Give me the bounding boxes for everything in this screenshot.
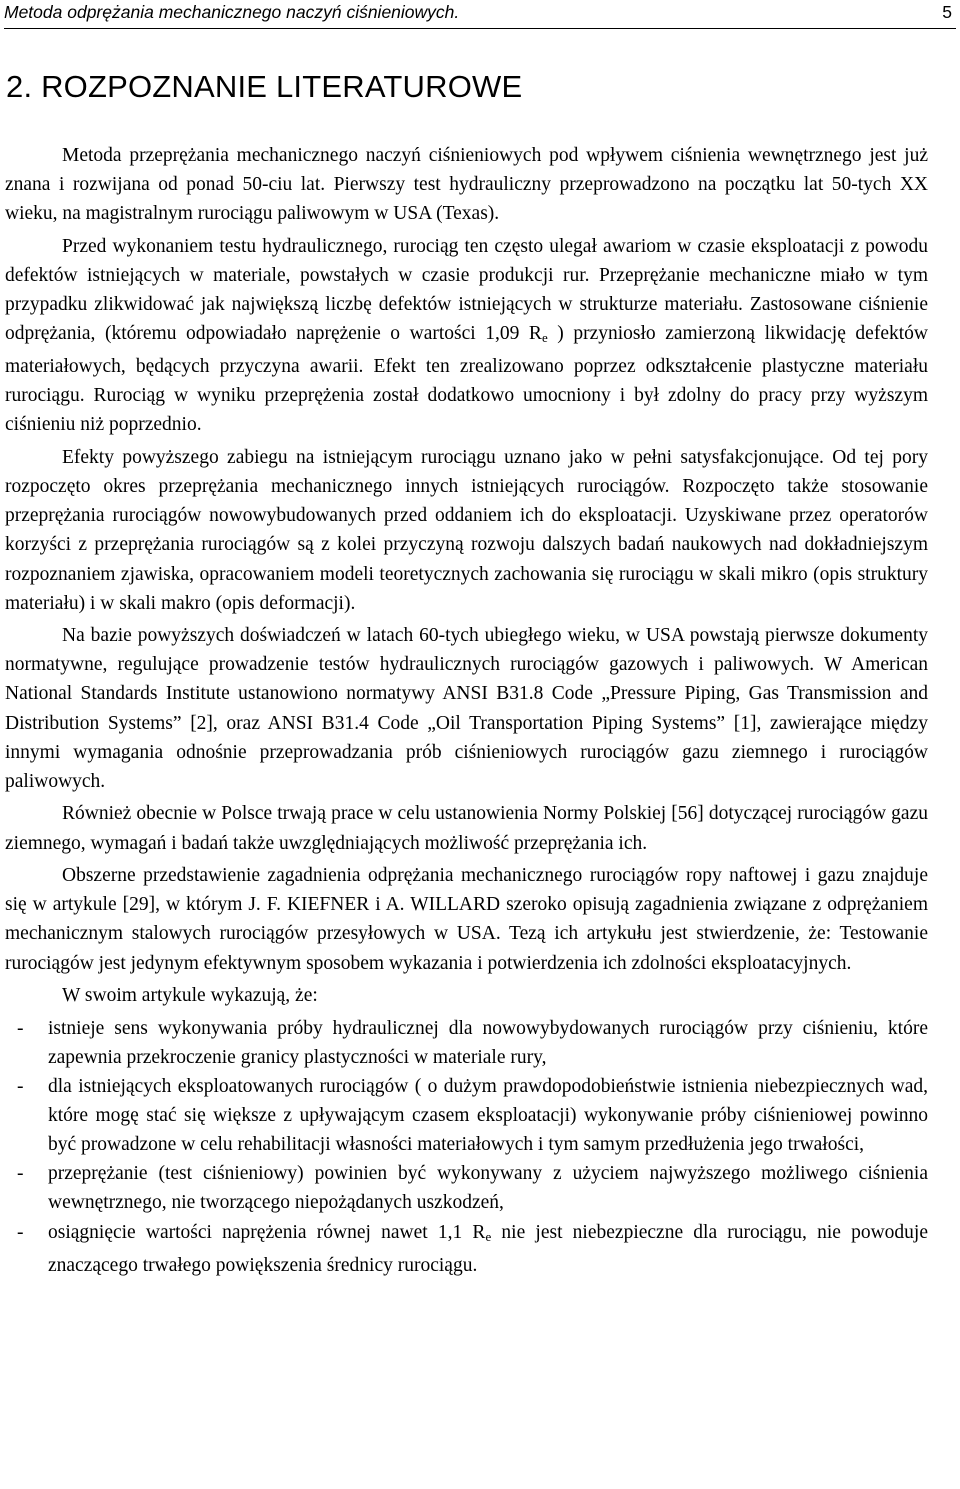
subscript-e: e bbox=[485, 1228, 492, 1244]
list-item bbox=[5, 1159, 928, 1217]
paragraph-5: Również obecnie w Polsce trwają prace w celu ustanowienia Normy Polskiej [56] dotyczącej rurociągów gazu ziemnego, wymagań i badań także uwzględniających możliwość przeprężania ich. bbox=[5, 803, 928, 854]
body-text bbox=[5, 141, 928, 1280]
subscript-e: e bbox=[541, 330, 548, 346]
paragraph-7: W swoim artykule wykazują, że: bbox=[62, 985, 318, 1007]
list-dash: - bbox=[17, 1163, 24, 1185]
paragraph-2-text-a: Przed wykonaniem testu hydraulicznego, rurociąg ten często ulegał awariom w czasie eksploatacji z powodu defektów istniejących w materiale, powstałych w czasie produkcji rur. Przeprężanie mechaniczne miało w tym przypadku zlikwidować jak największą liczbę defektów istniejących w strukturze materiału. Zastosowane ciśnienie odprężania, (któremu odpowiadało naprężenie o wartości 1,09 R bbox=[5, 235, 928, 345]
list-item-text: przeprężanie (test ciśnieniowy) powinien być wykonywany z użyciem najwyższego możliwego ciśnienia wewnętrznego, nie tworzącego niepożądanych uszkodzeń, bbox=[48, 1163, 928, 1214]
list-item-text-a: osiągnięcie wartości naprężenia równej nawet 1,1 R bbox=[48, 1221, 486, 1243]
list-item bbox=[5, 1014, 928, 1072]
paragraph-2 bbox=[5, 232, 928, 440]
list-item-text-b: nie jest niebezpieczne dla rurociągu, nie powoduje znaczącego trwałego powiększenia średnicy rurociągu. bbox=[48, 1221, 928, 1276]
list-item bbox=[5, 1218, 928, 1280]
paragraph-1: Metoda przeprężania mechanicznego naczyń ciśnieniowych pod wpływem ciśnienia wewnętrznego jest już znana i rozwijana od ponad 50-ciu lat. Pierwszy test hydrauliczny przeprowadzono na początku lat 50-tych XX wieku, na magistralnym rurociągu paliwowym w USA (Texas). bbox=[5, 145, 928, 225]
chapter-title: 2. ROZPOZNANIE LITERATUROWE bbox=[6, 69, 523, 104]
list-dash: - bbox=[17, 1076, 24, 1098]
findings-list bbox=[5, 1014, 928, 1280]
page-number: 5 bbox=[942, 2, 952, 22]
list-dash: - bbox=[17, 1221, 24, 1243]
paragraph-4: Na bazie powyższych doświadczeń w latach 60-tych ubiegłego wieku, w USA powstają pierwsze dokumenty normatywne, regulujące prowadzenie testów hydraulicznych rurociągów gazowych i paliwowych. W American National Standards Institute ustanowiono normatywy ANSI B31.8 Code „Pressure Piping, Gas Transmission and Distribution Systems” [2], oraz ANSI B31.4 Code „Oil Transportation Piping Systems” [1], zawierające między innymi wymagania odnośnie przeprowadzania prób ciśnieniowych rurociągów gazu ziemnego i rurociągów paliwowych. bbox=[5, 625, 928, 792]
list-item bbox=[5, 1072, 928, 1159]
list-item-text: istnieje sens wykonywania próby hydraulicznej dla nowowybydowanych rurociągów przy ciśnieniu, które zapewnia przekroczenie granicy plastyczności w materiale rury, bbox=[48, 1017, 928, 1068]
running-title: Metoda odprężania mechanicznego naczyń ciśnieniowych. bbox=[4, 2, 460, 22]
paragraph-3: Efekty powyższego zabiegu na istniejącym rurociągu uznano jako w pełni satysfakcjonujące. Od tej pory rozpoczęto okres przeprężania mechanicznego innych istniejących rurociągów. Rozpoczęto także stosowanie przeprężania rurociągów nowowybudowanych przed oddaniem ich do eksploatacji. Uzyskiwane przez operatorów korzyści z przeprężania rurociągów są z kolei przyczyną rozwoju dalszych badań naukowych nad dokładniejszym rozpoznaniem zjawiska, opracowaniem modeli teoretycznych zachowania się rurociągu w skali mikro (opis struktury materiału) i w skali makro (opis deformacji). bbox=[5, 447, 928, 614]
list-item-text: dla istniejących eksploatowanych rurociągów ( o dużym prawdopodobieństwie istnienia niebezpiecznych wad, które mogę stać się większe z upływającym czasem eksploatacji) wykonywanie próby ciśnieniowej powinno być prowadzone w celu rehabilitacji własności materiałowych i tym samym przedłużenia jego trwałości, bbox=[48, 1076, 928, 1156]
page-header bbox=[4, 0, 956, 29]
paragraph-6: Obszerne przedstawienie zagadnienia odprężania mechanicznego rurociągów ropy naftowej i gazu znajduje się w artykule [29], w którym J. F. KIEFNER i A. WILLARD szeroko opisują zagadnienia związane z odprężaniem mechanicznym stalowych rurociągów przesyłowych w USA. Tezą ich artykułu jest stwierdzenie, że: Testowanie rurociągów jest jedynym efektywnym sposobem wykazania i potwierdzenia ich zdolności eksploatacyjnych. bbox=[5, 865, 928, 974]
list-dash: - bbox=[17, 1017, 24, 1039]
paragraph-2-text-b: ) przyniosło zamierzoną likwidację defektów materiałowych, będących przyczyna awarii. Efekt ten zrealizowano poprzez odkształcenie plastyczne materiału rurociągu. Rurociąg w wyniku przeprężenia został dodatkowo umocniony i był zdolny do pracy przy wyższym ciśnieniu niż poprzednio. bbox=[5, 323, 928, 436]
